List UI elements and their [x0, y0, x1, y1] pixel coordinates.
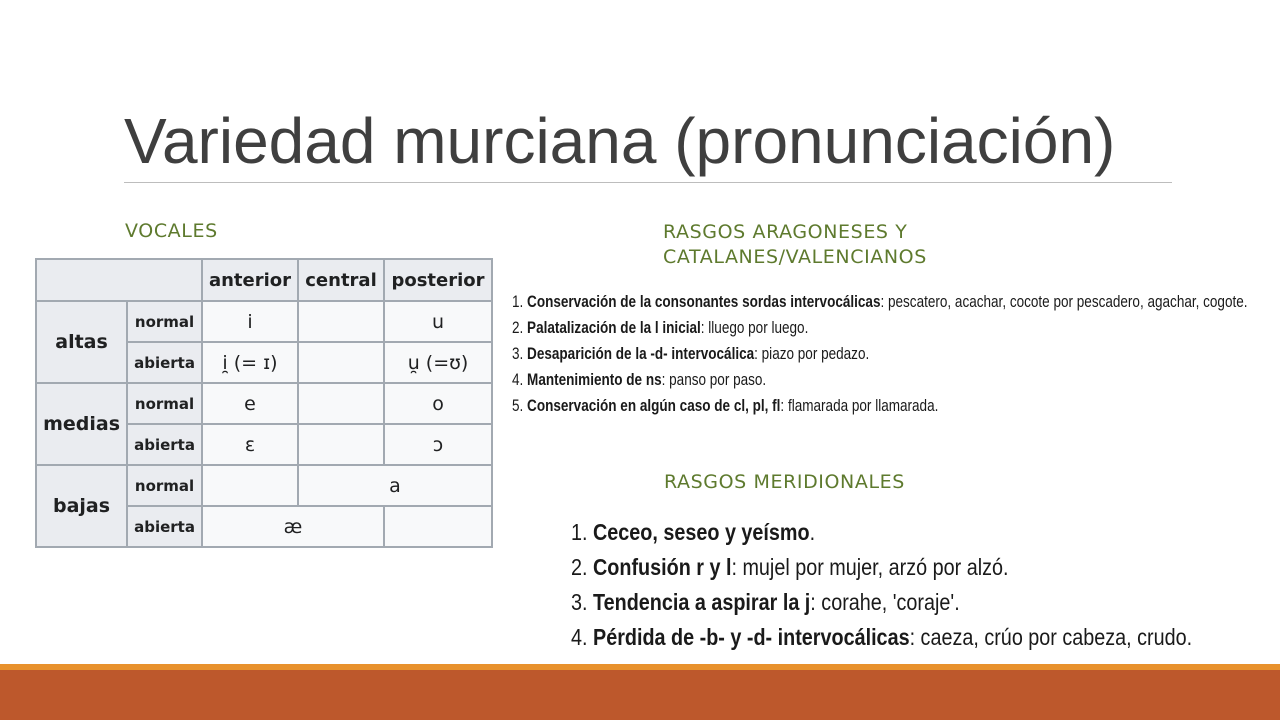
cell-medias-normal-posterior: o — [384, 383, 492, 424]
cell-medias-normal-anterior: e — [202, 383, 298, 424]
list-item-example: : mujel por mujer, arzó por alzó. — [731, 554, 1009, 580]
list-item-example: : pescatero, acachar, cocote por pescadero, agachar, cogote. — [880, 293, 1248, 311]
table-row — [36, 465, 492, 506]
table-row — [36, 301, 492, 342]
vowel-table-header-row — [36, 259, 492, 301]
table-row — [36, 383, 492, 424]
row-header-medias: medias — [36, 383, 127, 465]
list-item-example: : corahe, 'coraje'. — [810, 589, 960, 615]
aragonese-features-list — [512, 289, 1248, 419]
list-item — [512, 289, 1248, 315]
cell-altas-normal-posterior: u — [384, 301, 492, 342]
list-item-term: Conservación de la consonantes sordas intervocálicas — [527, 293, 881, 311]
list-item — [571, 620, 1193, 655]
cell-medias-abierta-posterior: ɔ — [384, 424, 492, 465]
cell-altas-abierta-posterior: u̯ (=ʊ) — [384, 342, 492, 383]
list-item-number: 4. — [512, 371, 524, 389]
cell-bajas-normal-anterior — [202, 465, 298, 506]
list-item — [512, 393, 1135, 419]
list-item-example: . — [809, 519, 816, 545]
list-item-example: : panso por paso. — [661, 371, 767, 389]
col-header-posterior: posterior — [384, 259, 492, 301]
list-item-term: Palatalización de la l inicial — [527, 319, 701, 337]
list-item-term: Confusión r y l — [592, 554, 732, 580]
col-header-anterior: anterior — [202, 259, 298, 301]
slide-title: Variedad murciana (pronunciación) — [124, 105, 1116, 177]
list-item-number: 4. — [571, 624, 588, 650]
list-item — [571, 585, 1173, 620]
row-header-altas: altas — [36, 301, 127, 383]
list-item-example: : caeza, crúo por cabeza, crudo. — [909, 624, 1193, 650]
list-item — [512, 367, 1135, 393]
list-item-number: 3. — [571, 589, 588, 615]
cell-bajas-normal-central-posterior: a — [298, 465, 492, 506]
list-item — [571, 515, 1173, 550]
list-item-number: 5. — [512, 397, 524, 415]
list-item-number: 1. — [571, 519, 588, 545]
list-item-term: Mantenimiento de ns — [527, 371, 662, 389]
list-item-term: Desaparición de la -d- intervocálica — [527, 345, 755, 363]
list-item-example: : flamarada por llamarada. — [780, 397, 939, 415]
list-item-term: Conservación en algún caso de cl, pl, fl — [527, 397, 781, 415]
list-item-term: Tendencia a aspirar la j — [592, 589, 811, 615]
cell-bajas-abierta-anterior-central: æ — [202, 506, 384, 547]
vowel-table — [35, 258, 493, 548]
title-divider — [124, 182, 1172, 183]
sub-header-normal: normal — [127, 465, 202, 506]
cell-altas-normal-anterior: i — [202, 301, 298, 342]
footer-band — [0, 670, 1280, 720]
sub-header-abierta: abierta — [127, 506, 202, 547]
list-item-number: 3. — [512, 345, 524, 363]
list-item-number: 2. — [512, 319, 524, 337]
cell-altas-abierta-anterior: i̯ (= ɪ) — [202, 342, 298, 383]
list-item-term: Ceceo, seseo y yeísmo — [592, 519, 810, 545]
row-header-bajas: bajas — [36, 465, 127, 547]
cell-altas-abierta-central — [298, 342, 384, 383]
heading-aragoneses-line2: CATALANES/VALENCIANOS — [663, 246, 927, 268]
list-item — [512, 315, 1135, 341]
cell-medias-abierta-central — [298, 424, 384, 465]
heading-vocales: VOCALES — [125, 220, 218, 242]
col-header-central: central — [298, 259, 384, 301]
list-item-number: 2. — [571, 554, 588, 580]
list-item — [571, 550, 1173, 585]
heading-aragoneses — [663, 220, 983, 270]
heading-meridionales: RASGOS MERIDIONALES — [664, 471, 905, 493]
cell-bajas-abierta-posterior — [384, 506, 492, 547]
sub-header-abierta: abierta — [127, 342, 202, 383]
cell-medias-abierta-anterior: ɛ — [202, 424, 298, 465]
cell-medias-normal-central — [298, 383, 384, 424]
meridional-features-list — [571, 515, 1193, 655]
cell-altas-normal-central — [298, 301, 384, 342]
sub-header-abierta: abierta — [127, 424, 202, 465]
list-item — [512, 341, 1135, 367]
vowel-table-corner — [36, 259, 202, 301]
list-item-term: Pérdida de -b- y -d- intervocálicas — [592, 624, 910, 650]
sub-header-normal: normal — [127, 383, 202, 424]
sub-header-normal: normal — [127, 301, 202, 342]
list-item-number: 1. — [512, 293, 524, 311]
heading-aragoneses-line1: RASGOS ARAGONESES Y — [663, 221, 908, 243]
list-item-example: : lluego por luego. — [700, 319, 809, 337]
list-item-example: : piazo por pedazo. — [754, 345, 870, 363]
